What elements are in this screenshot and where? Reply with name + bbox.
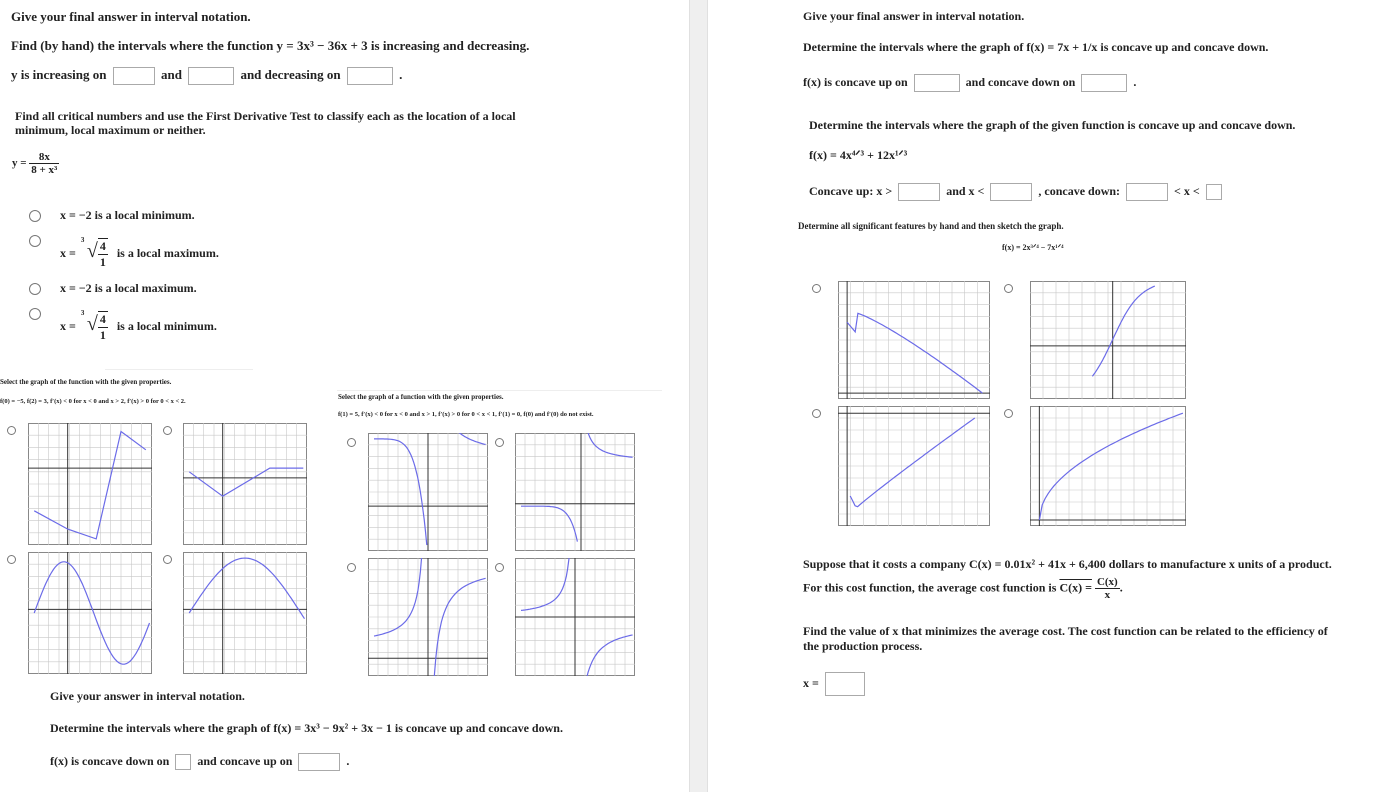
r4-answer-input[interactable]: [825, 672, 865, 696]
q4-choice-1-radio[interactable]: [347, 438, 356, 447]
r4-answer-label: x =: [803, 675, 819, 690]
r4-cbar: C(x) =: [1059, 580, 1092, 595]
q3-choice-4-radio[interactable]: [163, 555, 172, 564]
r1-prompt: Determine the intervals where the graph of f(x) = 7x + 1/x is concave up and concave down.: [803, 40, 1269, 54]
r4-line2-text: For this cost function, the average cost function is: [803, 580, 1057, 595]
q2-option-2-radio[interactable]: [29, 235, 41, 247]
r2-prompt: Determine the intervals where the graph of the given function is concave up and concave down.: [809, 118, 1296, 132]
q5-concave-down-input[interactable]: [175, 754, 191, 770]
q5-mid: and concave up on: [197, 753, 293, 768]
r3-choice-2-radio[interactable]: [1004, 284, 1013, 293]
r2-cu-lower-input[interactable]: [898, 183, 940, 201]
q2-option-3-radio[interactable]: [29, 283, 41, 295]
r3-graph-3[interactable]: [838, 406, 990, 526]
q2-root-index-2: 3: [80, 236, 85, 244]
q1-and: and: [160, 67, 182, 82]
r2-cu-upper-input[interactable]: [990, 183, 1032, 201]
q1-prompt: Find (by hand) the intervals where the function y = 3x³ − 36x + 3 is increasing and decreasing.: [11, 38, 530, 53]
r2-function: f(x) = 4x⁴ᐟ³ + 12x¹ᐟ³: [809, 148, 908, 162]
q2-den: 8 + x³: [31, 164, 58, 176]
q2-root-index-4: 3: [80, 309, 85, 317]
q2-option-2-text: is a local maximum.: [116, 245, 219, 260]
r1-period: .: [1133, 74, 1137, 89]
r1-instruction: Give your final answer in interval notation.: [803, 9, 1025, 23]
r3-prompt: Determine all significant features by hand and then sketch the graph.: [798, 221, 1064, 231]
q2-num: 8x: [29, 151, 59, 164]
q4-choice-3-radio[interactable]: [347, 563, 356, 572]
r4-frac-den: x: [1104, 589, 1111, 601]
r4-line1: Suppose that it costs a company C(x) = 0.01x² + 41x + 6,400 dollars to manufacture x units of a product.: [803, 557, 1332, 571]
q4-graph-3[interactable]: [368, 558, 488, 676]
r3-choice-3-radio[interactable]: [812, 409, 821, 418]
q2-prompt-1: Find all critical numbers and use the First Derivative Test to classify each as the location of a local: [15, 109, 516, 123]
r3-graph-1[interactable]: [838, 281, 990, 399]
q3-graph-2[interactable]: [183, 423, 307, 545]
r1-mid: and concave down on: [965, 74, 1076, 89]
r4-line3: Find the value of x that minimizes the average cost. The cost function can be related to the efficiency of: [803, 624, 1328, 638]
r4-answer: [803, 672, 868, 696]
q3-graph-4[interactable]: [183, 552, 307, 674]
q5-prompt: Determine the intervals where the graph of f(x) = 3x³ − 9x² + 3x − 1 is concave up and concave down.: [50, 721, 563, 735]
q1-increasing-input-2[interactable]: [188, 67, 234, 85]
q2-root-num-2: 4: [99, 239, 106, 253]
q2-option-1: x = −2 is a local minimum.: [60, 208, 195, 222]
q3-graph-1[interactable]: [28, 423, 152, 545]
r3-graph-2[interactable]: [1030, 281, 1186, 399]
r2-and-x: and x <: [946, 183, 985, 198]
q5-prefix: f(x) is concave down on: [50, 753, 170, 768]
r2-answer-line: [809, 183, 1225, 201]
q1-answer-line: [11, 67, 402, 85]
q4-graph-2[interactable]: [515, 433, 635, 551]
q4-graph-4[interactable]: [515, 558, 635, 676]
q2-cube-root-2: 3 √ $\frac{4}{1}$: [80, 236, 106, 269]
r2-lt: < x <: [1174, 183, 1200, 198]
r4-line4: the production process.: [803, 639, 923, 653]
r2-cu: Concave up: x >: [809, 183, 893, 198]
q2-option-3: x = −2 is a local maximum.: [60, 281, 197, 295]
q2-x-eq-4: x =: [60, 318, 76, 333]
q5-instruction: Give your answer in interval notation.: [50, 689, 245, 703]
q3-choice-1-radio[interactable]: [7, 426, 16, 435]
q2-prompt-2: minimum, local maximum or neither.: [15, 123, 206, 137]
q1-decreasing-label: and decreasing on: [240, 67, 341, 82]
q2-option-4: [60, 311, 217, 343]
q1-prefix: y is increasing on: [11, 67, 107, 82]
q4-props: f(1) = 5, f′(x) < 0 for x < 0 and x > 1, f′(x) > 0 for 0 < x < 1, f′(1) = 0, f(0) and f′(0) do not exist.: [338, 411, 594, 418]
q5-concave-up-input[interactable]: [298, 753, 340, 771]
q3-props: f(0) = −5, f(2) = 3, f′(x) < 0 for x < 0 and x > 2, f′(x) > 0 for 0 < x < 2.: [0, 398, 186, 405]
r2-cd: , concave down:: [1038, 183, 1121, 198]
r3-graph-4[interactable]: [1030, 406, 1186, 526]
q1-period: .: [399, 67, 403, 82]
q2-root-num-4: 4: [99, 312, 106, 326]
r3-choice-4-radio[interactable]: [1004, 409, 1013, 418]
r2-cd-lower-input[interactable]: [1126, 183, 1168, 201]
r2-cd-upper-input[interactable]: [1206, 184, 1222, 200]
q2-root-den-2: 1: [99, 255, 106, 269]
q2-function: [12, 151, 59, 176]
q1-instruction: Give your final answer in interval notation.: [11, 9, 251, 24]
r1-answer-line: [803, 74, 1136, 92]
q2-cube-root-4: 3 √ $\frac{4}{1}$: [80, 309, 106, 342]
q3-graph-3[interactable]: [28, 552, 152, 674]
pane-divider[interactable]: [689, 0, 708, 792]
q2-fraction: [29, 151, 59, 176]
r3-function: f(x) = 2x³ᐟ⁴ − 7x¹ᐟ⁴: [1002, 243, 1064, 252]
q3-choice-2-radio[interactable]: [163, 426, 172, 435]
r1-prefix: f(x) is concave up on: [803, 74, 908, 89]
q1-increasing-input-1[interactable]: [113, 67, 155, 85]
q4-graph-1[interactable]: [368, 433, 488, 551]
q4-title: Select the graph of a function with the given properties.: [338, 393, 504, 401]
q5-answer-line: [50, 753, 349, 771]
r1-concave-down-input[interactable]: [1081, 74, 1127, 92]
r3-choice-1-radio[interactable]: [812, 284, 821, 293]
r4-fraction: [1095, 576, 1120, 601]
r4-line2: For this cost function, the average cost function is C(x) = $\frac{C(x)}{x}$ .: [803, 576, 1123, 601]
r4-frac-num: C(x): [1096, 576, 1118, 588]
q2-option-2: [60, 238, 219, 270]
q4-choice-4-radio[interactable]: [495, 563, 504, 572]
q1-decreasing-input[interactable]: [347, 67, 393, 85]
q3-title: Select the graph of the function with the given properties.: [0, 378, 172, 386]
r1-concave-up-input[interactable]: [914, 74, 960, 92]
q2-option-4-text: is a local minimum.: [116, 318, 217, 333]
q2-x-eq-2: x =: [60, 245, 76, 260]
q2-y-eq: y =: [12, 157, 27, 170]
q2-option-1-radio[interactable]: [29, 210, 41, 222]
q2-root-den-4: 1: [99, 328, 106, 342]
q4-choice-2-radio[interactable]: [495, 438, 504, 447]
q2-option-4-radio[interactable]: [29, 308, 41, 320]
q5-period: .: [346, 753, 350, 768]
q3-choice-3-radio[interactable]: [7, 555, 16, 564]
separator: [105, 369, 253, 370]
separator: [337, 390, 662, 391]
